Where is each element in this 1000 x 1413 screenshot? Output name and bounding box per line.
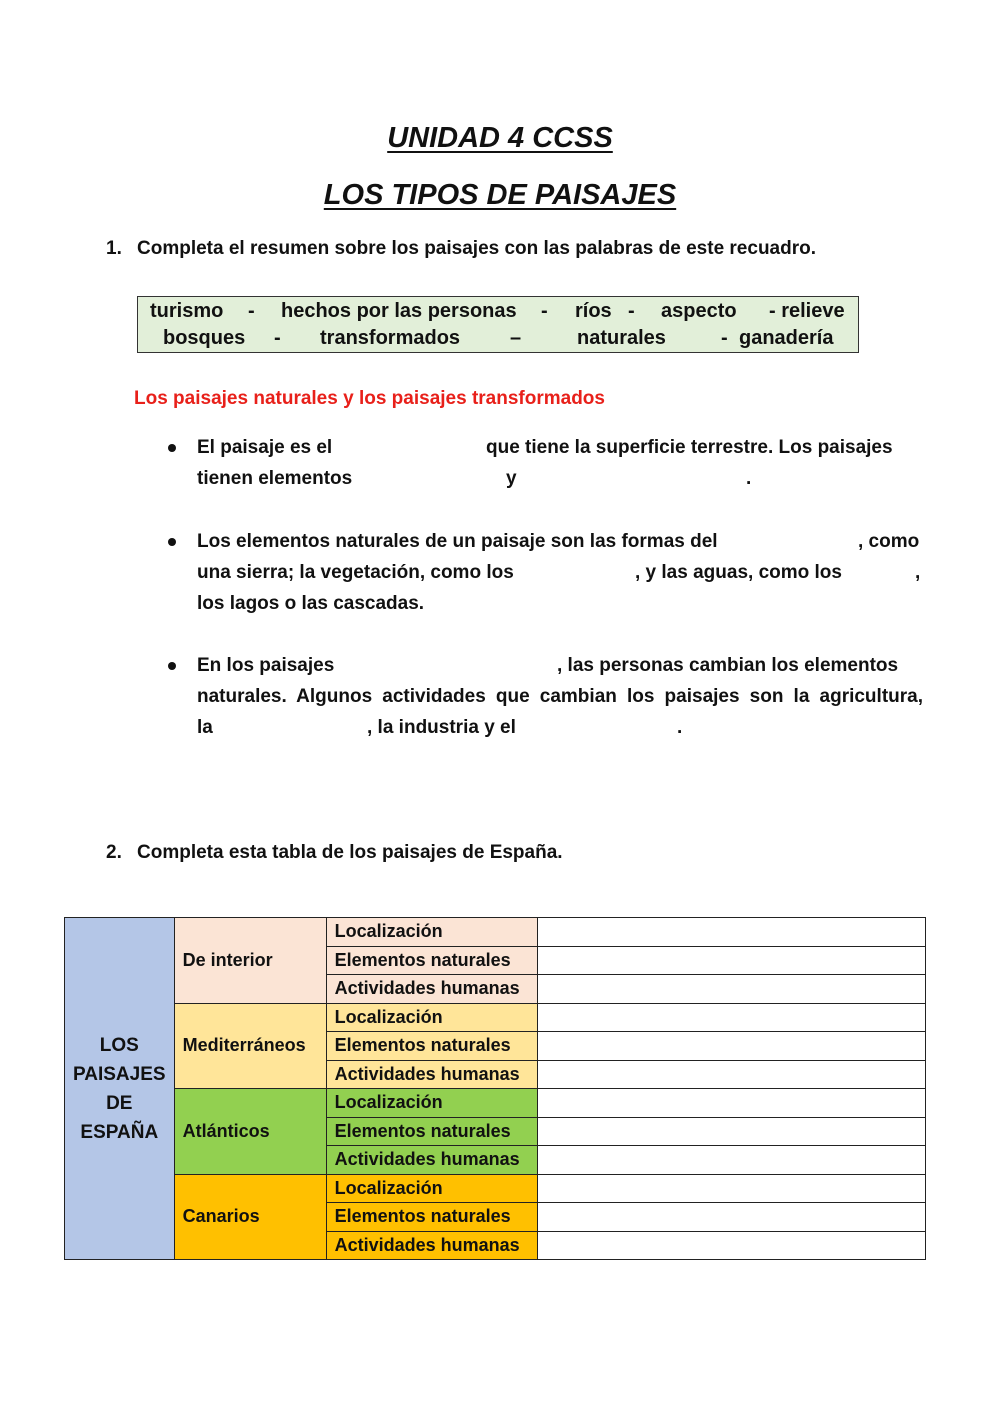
text-fragment: , y las aguas, como los xyxy=(635,562,842,583)
bullet-dot xyxy=(168,444,176,452)
row-label-localizacion: Localización xyxy=(326,1174,537,1203)
row-label-elementos-naturales: Elementos naturales xyxy=(326,946,537,975)
table-side-label: LOS PAISAJES DE ESPAÑA xyxy=(65,918,175,1260)
word-relieve[interactable]: - relieve xyxy=(769,300,845,322)
bullet-dot xyxy=(168,538,176,546)
bullet-paisajes-transformados xyxy=(197,650,923,743)
question-number: 1. xyxy=(106,238,122,259)
word-aspecto[interactable]: aspecto xyxy=(661,300,737,322)
word-bank-box xyxy=(137,296,859,353)
text-fragment: Los elementos naturales de un paisaje son las formas del xyxy=(197,531,718,552)
word-turismo[interactable]: turismo xyxy=(150,300,224,322)
blank-naturales[interactable] xyxy=(375,463,500,491)
answer-cell[interactable] xyxy=(537,1174,925,1203)
text-fragment: , como xyxy=(858,531,920,552)
blank-transformados[interactable] xyxy=(347,650,552,678)
row-label-elementos-naturales: Elementos naturales xyxy=(326,1117,537,1146)
row-label-localizacion: Localización xyxy=(326,1089,537,1118)
blank-relieve[interactable] xyxy=(757,526,857,554)
row-label-actividades-humanas: Actividades humanas xyxy=(326,1060,537,1089)
blank-turismo[interactable] xyxy=(532,712,672,740)
blank-rios[interactable] xyxy=(857,557,912,585)
text-fragment: El paisaje es el xyxy=(197,437,333,458)
text-fragment: En los paisajes xyxy=(197,655,335,676)
bullet-dot xyxy=(168,662,176,670)
text-fragment: los lagos o las cascadas. xyxy=(197,593,425,614)
answer-cell[interactable] xyxy=(537,1231,925,1260)
question-number: 2. xyxy=(106,842,122,863)
text-fragment: una sierra; la vegetación, como los xyxy=(197,562,514,583)
group-mediterraneos: Mediterráneos xyxy=(174,1003,326,1089)
question-text: Completa el resumen sobre los paisajes con las palabras de este recuadro. xyxy=(137,238,816,259)
word-rios[interactable]: ríos xyxy=(575,300,612,322)
answer-cell[interactable] xyxy=(537,975,925,1004)
row-label-elementos-naturales: Elementos naturales xyxy=(326,1203,537,1232)
word-separator: - xyxy=(248,300,255,322)
row-label-localizacion: Localización xyxy=(326,918,537,947)
text-fragment: la xyxy=(197,717,213,738)
bullet-paisaje xyxy=(197,432,923,494)
answer-cell[interactable] xyxy=(537,946,925,975)
question-text: Completa esta tabla de los paisajes de España. xyxy=(137,842,563,863)
word-bosques[interactable]: bosques xyxy=(163,327,246,349)
word-separator: - xyxy=(628,300,635,322)
answer-cell[interactable] xyxy=(537,1060,925,1089)
answer-cell[interactable] xyxy=(537,1203,925,1232)
group-de-interior: De interior xyxy=(174,918,326,1004)
row-label-elementos-naturales: Elementos naturales xyxy=(326,1032,537,1061)
word-separator: - xyxy=(541,300,548,322)
text-fragment: , xyxy=(915,562,921,583)
answer-cell[interactable] xyxy=(537,918,925,947)
word-separator: - xyxy=(721,327,728,349)
blank-hechos-por-las-personas[interactable] xyxy=(527,463,742,491)
word-separator: – xyxy=(510,327,522,349)
text-fragment: , la industria y el xyxy=(367,717,516,738)
word-naturales[interactable]: naturales xyxy=(577,327,666,349)
row-label-actividades-humanas: Actividades humanas xyxy=(326,1231,537,1260)
answer-cell[interactable] xyxy=(537,1032,925,1061)
group-canarios: Canarios xyxy=(174,1174,326,1260)
word-separator: - xyxy=(274,327,281,349)
text-fragment: . xyxy=(677,717,683,738)
bullet-elementos-naturales xyxy=(197,526,923,619)
question-1 xyxy=(106,238,816,260)
row-label-actividades-humanas: Actividades humanas xyxy=(326,975,537,1004)
word-ganaderia[interactable]: ganadería xyxy=(739,327,834,349)
text-fragment: , las personas cambian los elementos xyxy=(557,655,899,676)
text-fragment: y xyxy=(506,468,517,489)
group-atlanticos: Atlánticos xyxy=(174,1089,326,1175)
page-title: UNIDAD 4 CCSS xyxy=(387,122,613,154)
text-fragment: . xyxy=(746,468,752,489)
landscapes-table xyxy=(64,917,926,1260)
row-label-localizacion: Localización xyxy=(326,1003,537,1032)
page-subtitle: LOS TIPOS DE PAISAJES xyxy=(323,179,677,211)
section-heading: Los paisajes naturales y los paisajes transformados xyxy=(134,388,605,409)
text-fragment: tienen elementos xyxy=(197,468,353,489)
answer-cell[interactable] xyxy=(537,1003,925,1032)
word-transformados[interactable]: transformados xyxy=(320,327,461,349)
answer-cell[interactable] xyxy=(537,1117,925,1146)
text-fragment: que tiene la superficie terrestre. Los paisajes xyxy=(486,437,893,458)
blank-aspecto[interactable] xyxy=(352,432,478,460)
word-hechos-por-las-personas[interactable]: hechos por las personas xyxy=(281,300,517,322)
answer-cell[interactable] xyxy=(537,1089,925,1118)
text-fragment: naturales. Algunos actividades que cambian los paisajes son la agricultura, xyxy=(197,686,923,707)
blank-ganaderia[interactable] xyxy=(222,712,362,740)
question-2 xyxy=(106,842,563,864)
row-label-actividades-humanas: Actividades humanas xyxy=(326,1146,537,1175)
blank-bosques[interactable] xyxy=(542,557,632,585)
answer-cell[interactable] xyxy=(537,1146,925,1175)
